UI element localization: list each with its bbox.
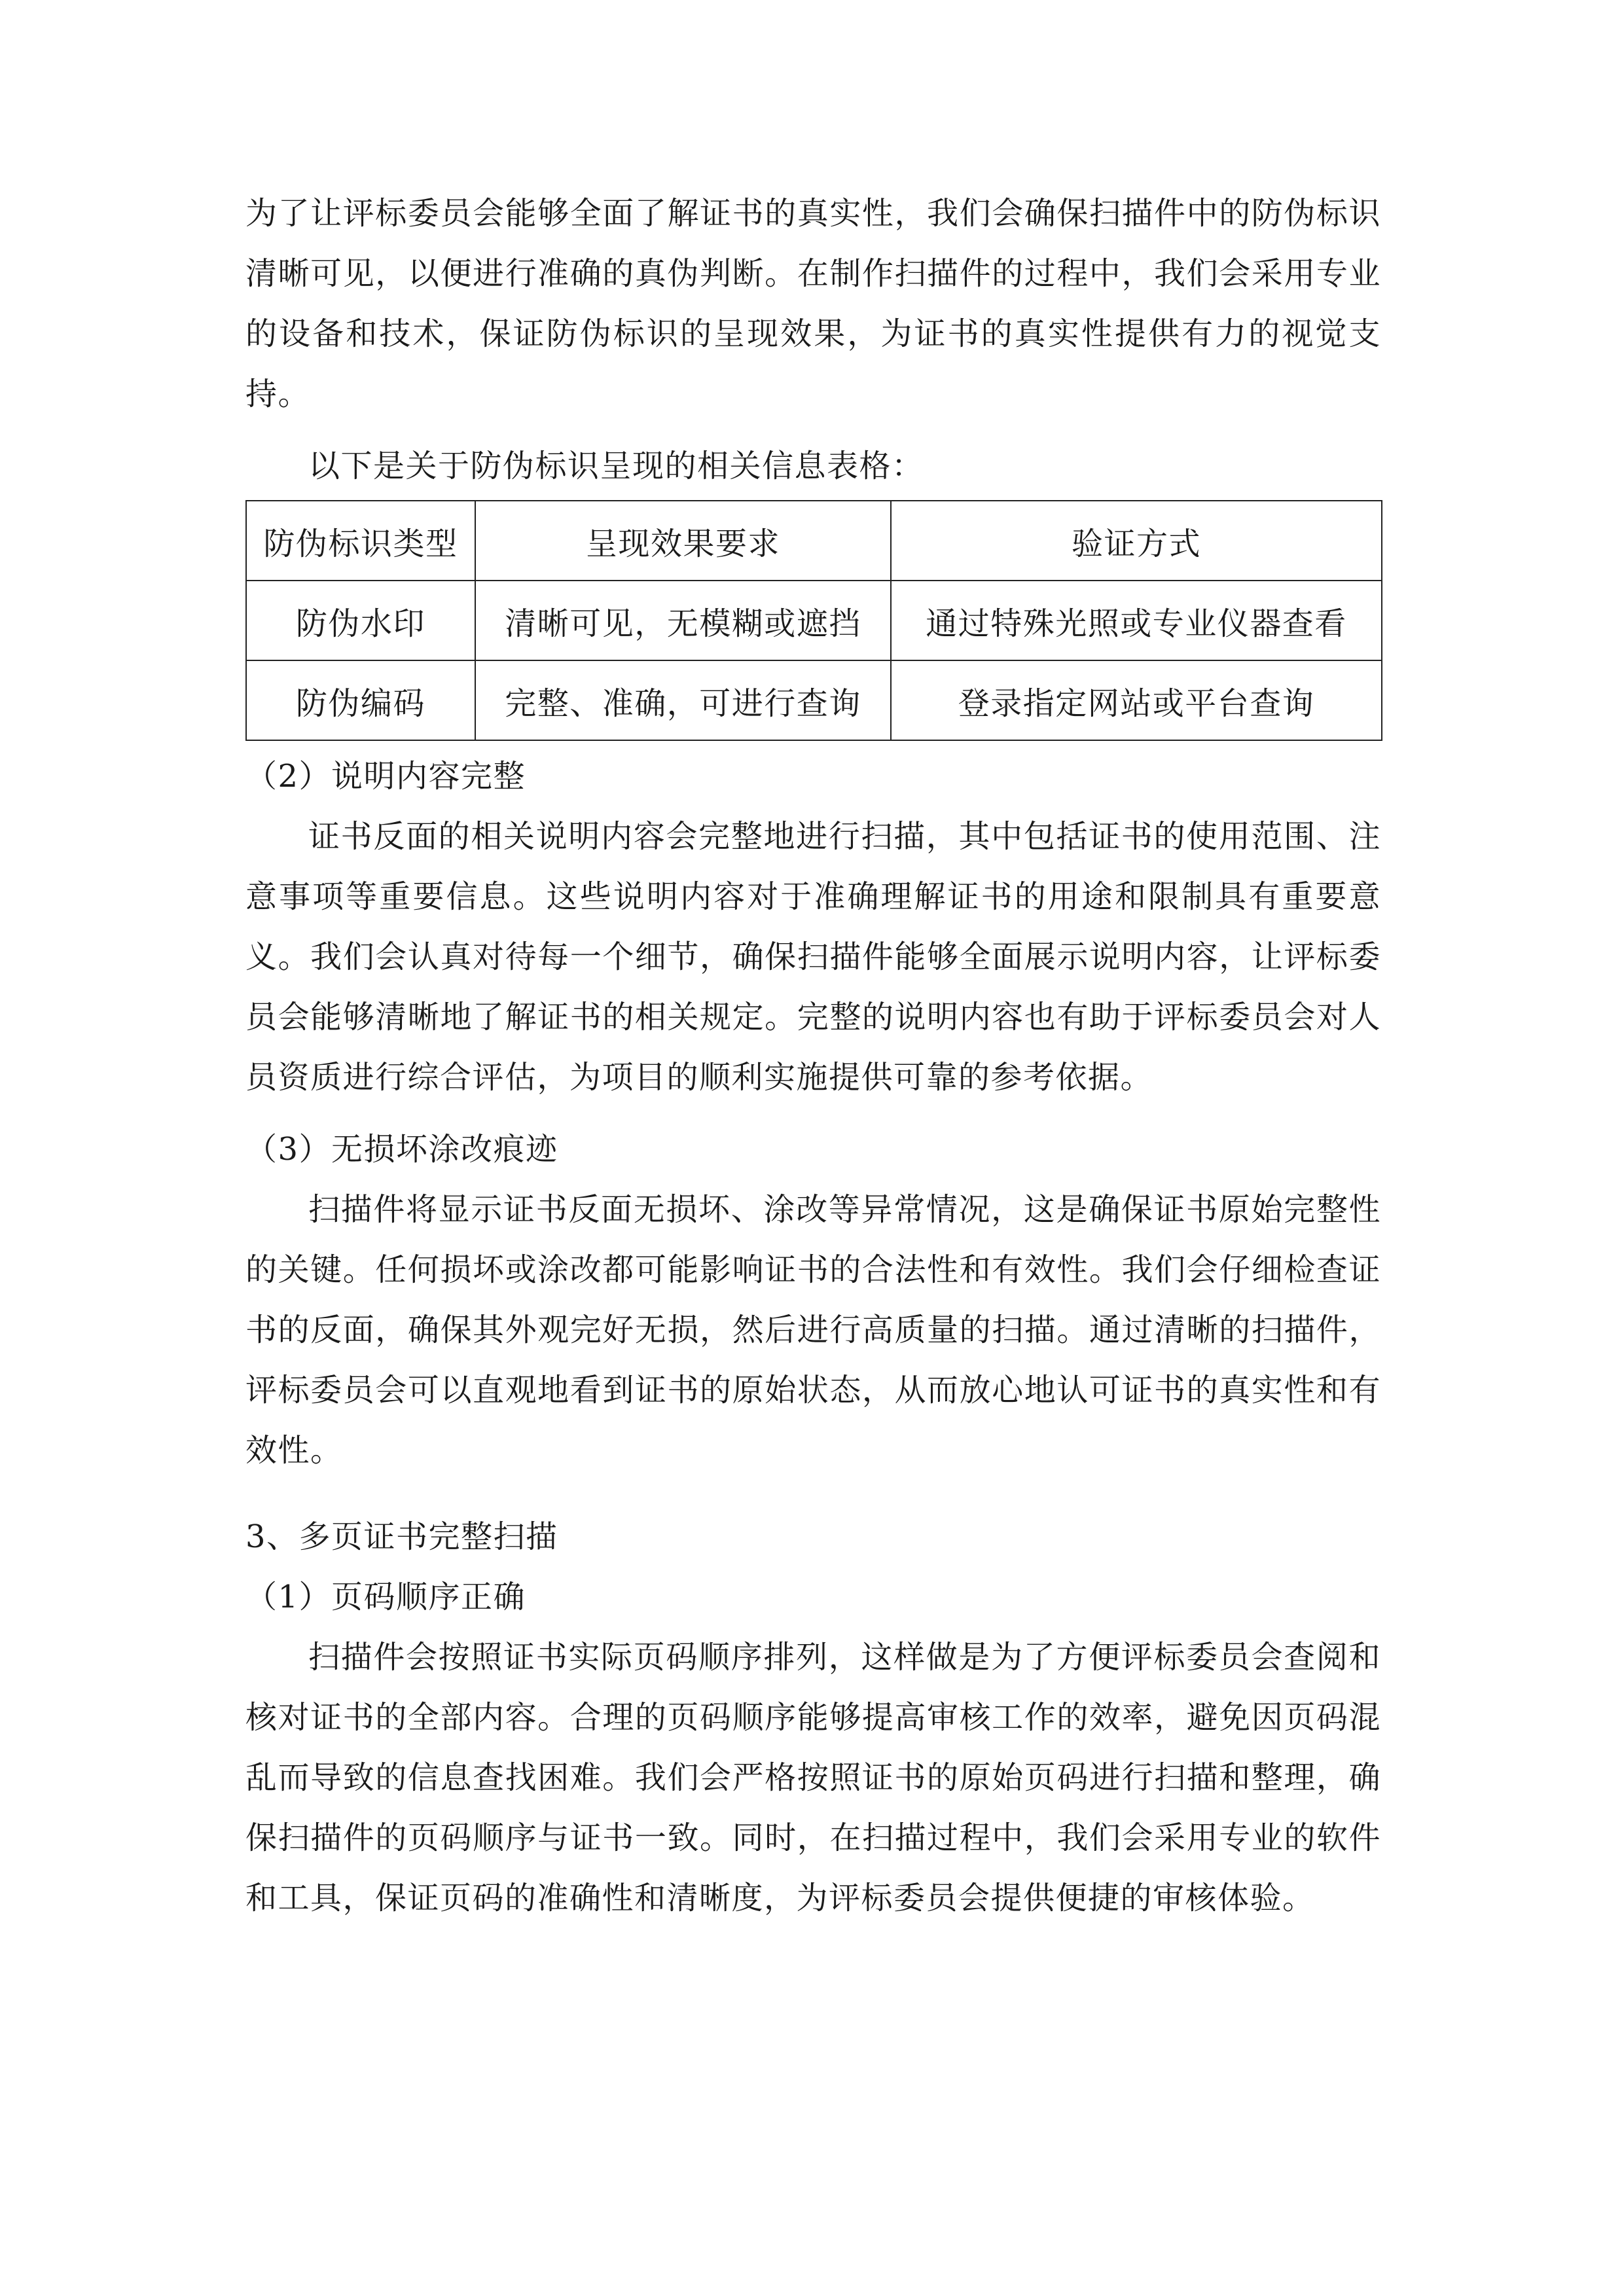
anti-counterfeit-table — [245, 500, 1382, 741]
table-row — [246, 660, 1382, 740]
paragraph-anti-counterfeit-intro: 为了让评标委员会能够全面了解证书的真实性，我们会确保扫描件中的防伪标识清晰可见，以便进行准确的真伪判断。在制作扫描件的过程中，我们会采用专业的设备和技术，保证防伪标识的呈现效果，为证书的真实性提供有力的视觉支持。 — [245, 195, 1381, 412]
section-heading-multipage-scan: 3、多页证书完整扫描 — [245, 1518, 558, 1555]
paragraph-table-intro: 以下是关于防伪标识呈现的相关信息表格： — [308, 448, 924, 484]
table-header-row — [246, 501, 1382, 581]
table-header-cell: 呈现效果要求 — [475, 501, 891, 581]
table-cell: 防伪水印 — [246, 581, 475, 660]
paragraph-explanation-complete: 证书反面的相关说明内容会完整地进行扫描，其中包括证书的使用范围、注意事项等重要信息。这些说明内容对于准确理解证书的用途和限制具有重要意义。我们会认真对待每一个细节，确保扫描件能够全面展示说明内容，让评标委员会能够清晰地了解证书的相关规定。完整的说明内容也有助于评标委员会对人员资质进行综合评估，为项目的顺利实施提供可靠的参考依据。 — [245, 818, 1381, 1096]
table-cell: 通过特殊光照或专业仪器查看 — [891, 581, 1382, 660]
table-header-cell: 防伪标识类型 — [246, 501, 475, 581]
document-page — [245, 183, 1381, 1928]
subheading-explanation-complete: （2）说明内容完整 — [245, 758, 526, 795]
subheading-no-damage: （3）无损坏涂改痕迹 — [245, 1131, 558, 1168]
table-row — [246, 581, 1382, 660]
table-cell: 清晰可见，无模糊或遮挡 — [475, 581, 891, 660]
table-cell: 防伪编码 — [246, 660, 475, 740]
table-cell: 完整、准确，可进行查询 — [475, 660, 891, 740]
paragraph-no-damage: 扫描件将显示证书反面无损坏、涂改等异常情况，这是确保证书原始完整性的关键。任何损坏或涂改都可能影响证书的合法性和有效性。我们会仔细检查证书的反面，确保其外观完好无损，然后进行高质量的扫描。通过清晰的扫描件，评标委员会可以直观地看到证书的原始状态，从而放心地认可证书的真实性和有效性。 — [245, 1191, 1381, 1469]
paragraph-page-order: 扫描件会按照证书实际页码顺序排列，这样做是为了方便评标委员会查阅和核对证书的全部内容。合理的页码顺序能够提高审核工作的效率，避免因页码混乱而导致的信息查找困难。我们会严格按照证书的原始页码进行扫描和整理，确保扫描件的页码顺序与证书一致。同时，在扫描过程中，我们会采用专业的软件和工具，保证页码的准确性和清晰度，为评标委员会提供便捷的审核体验。 — [245, 1639, 1381, 1916]
table-cell: 登录指定网站或平台查询 — [891, 660, 1382, 740]
subheading-page-order: （1）页码顺序正确 — [245, 1579, 526, 1615]
table-header-cell: 验证方式 — [891, 501, 1382, 581]
